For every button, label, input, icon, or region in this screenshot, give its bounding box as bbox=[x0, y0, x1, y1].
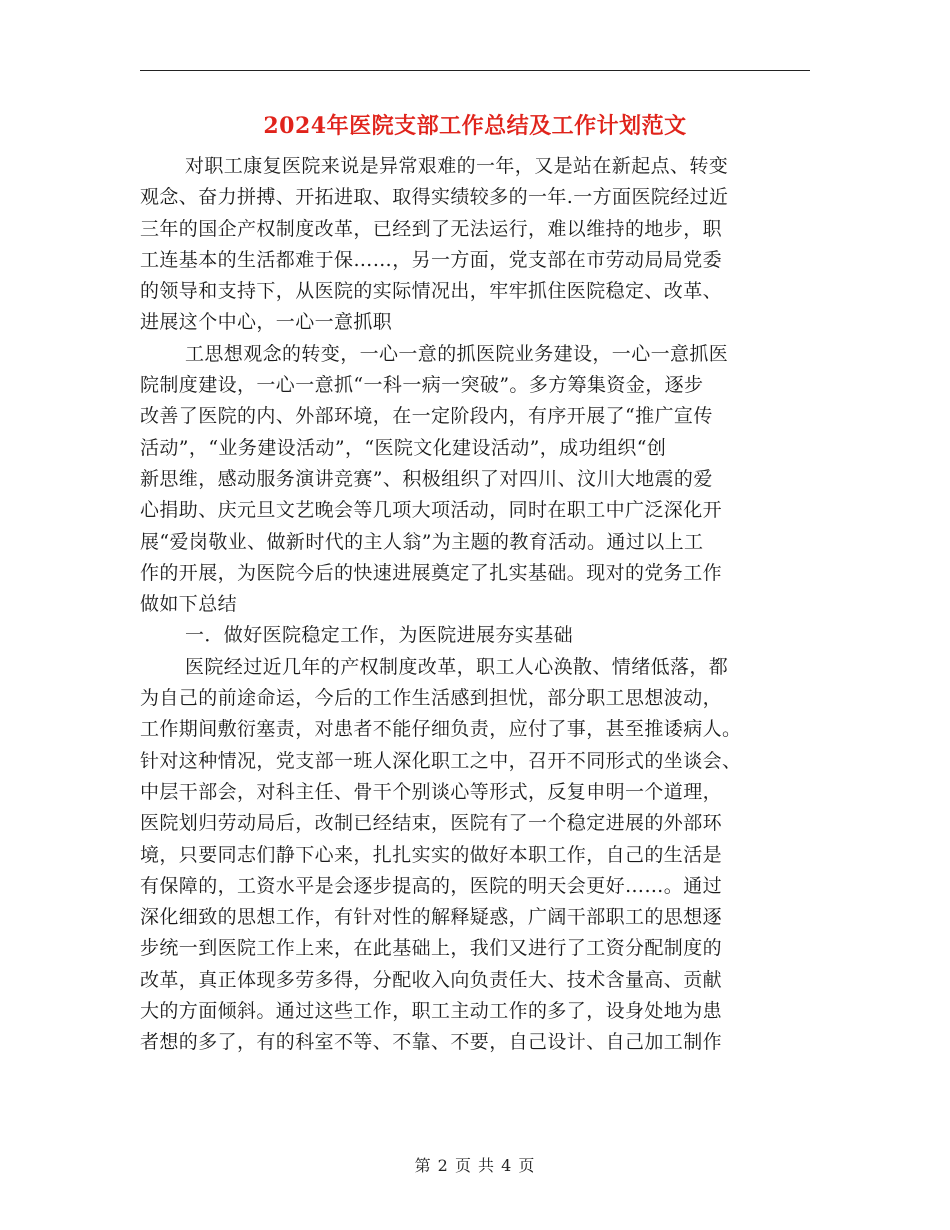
text-line: 者想的多了，有的科室不等、不靠、不要，自己设计、自己加工制作 bbox=[140, 1031, 723, 1054]
text-line: 有保障的，工资水平是会逐步提高的，医院的明天会更好……。通过 bbox=[140, 874, 723, 897]
page-number-footer: 第 2 页 共 4 页 bbox=[414, 1156, 536, 1175]
text-line: 工作期间敷衍塞责，对患者不能仔细负责，应付了事，甚至推诿病人。 bbox=[140, 718, 742, 741]
document-title: 2024年医院支部工作总结及工作计划范文 bbox=[263, 113, 687, 139]
text-line: 三年的国企产权制度改革，已经到了无法运行，难以维持的地步，职 bbox=[140, 217, 723, 240]
header-rule bbox=[140, 70, 810, 71]
text-line: 改善了医院的内、外部环境，在一定阶段内，有序开展了“推广宣传 bbox=[140, 405, 713, 428]
text-line: 展“爱岗敬业、做新时代的主人翁”为主题的教育活动。通过以上工 bbox=[140, 530, 704, 553]
text-line: 中层干部会，对科主任、骨干个别谈心等形式，反复申明一个道理， bbox=[140, 780, 723, 803]
text-line: 医院经过近几年的产权制度改革，职工人心涣散、情绪低落，都 bbox=[185, 655, 729, 678]
text-line: 工连基本的生活都难于保……，另一方面，党支部在市劳动局局党委 bbox=[140, 248, 723, 271]
text-line: 步统一到医院工作上来，在此基础上，我们又进行了工资分配制度的 bbox=[140, 937, 723, 960]
text-line: 医院划归劳动局后，改制已经结束，医院有了一个稳定进展的外部环 bbox=[140, 812, 723, 835]
text-line: 心捐助、庆元旦文艺晚会等几项大项活动，同时在职工中广泛深化开 bbox=[140, 499, 723, 522]
text-line: 新思维，感动服务演讲竞赛”、积极组织了对四川、汶川大地震的爱 bbox=[140, 467, 713, 490]
text-line: 针对这种情况，党支部一班人深化职工之中，召开不同形式的坐谈会、 bbox=[140, 749, 742, 772]
text-line: 改革，真正体现多劳多得，分配收入向负责任大、技术含量高、贡献 bbox=[140, 968, 723, 991]
text-line: 院制度建设，一心一意抓“一科一病一突破”。多方筹集资金，逐步 bbox=[140, 374, 704, 397]
section-heading: 一．做好医院稳定工作，为医院进展夯实基础 bbox=[185, 624, 574, 647]
text-line: 境，只要同志们静下心来，扎扎实实的做好本职工作，自己的生活是 bbox=[140, 843, 723, 866]
text-line: 为自己的前途命运，今后的工作生活感到担忧，部分职工思想波动， bbox=[140, 687, 723, 710]
text-line: 进展这个中心，一心一意抓职 bbox=[140, 311, 393, 334]
text-line: 对职工康复医院来说是异常艰难的一年，又是站在新起点、转变 bbox=[185, 155, 729, 177]
text-line: 活动”，“业务建设活动”，“医院文化建设活动”，成功组织“创 bbox=[140, 436, 667, 459]
text-line: 大的方面倾斜。通过这些工作，职工主动工作的多了，设身处地为患 bbox=[140, 1000, 723, 1023]
text-line: 作的开展，为医院今后的快速进展奠定了扎实基础。现对的党务工作 bbox=[140, 561, 723, 584]
text-line: 观念、奋力拼搏、开拓进取、取得实绩较多的一年.一方面医院经过近 bbox=[140, 186, 729, 209]
text-line: 的领导和支持下，从医院的实际情况出，牢牢抓住医院稳定、改革、 bbox=[140, 280, 723, 303]
text-line: 工思想观念的转变，一心一意的抓医院业务建设，一心一意抓医 bbox=[185, 342, 729, 365]
document-body bbox=[140, 151, 810, 1059]
text-line: 深化细致的思想工作，有针对性的解释疑惑，广阔干部职工的思想逐 bbox=[140, 906, 723, 929]
text-line: 做如下总结 bbox=[140, 593, 238, 616]
